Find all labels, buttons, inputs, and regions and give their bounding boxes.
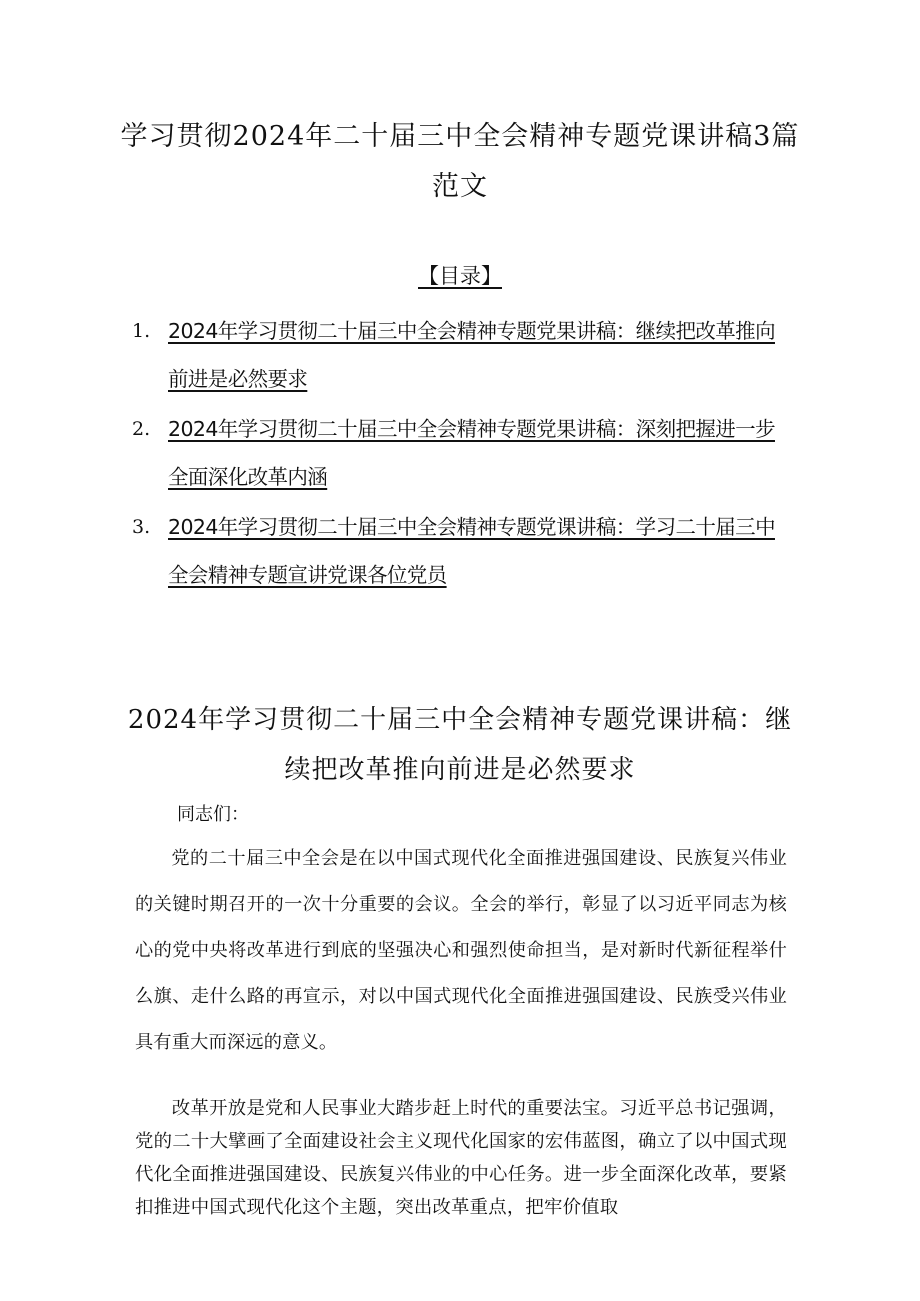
salutation: 同志们： [177,804,249,825]
toc-item-link[interactable]: 2024年学习贯彻二十届三中全会精神专题党果讲稿：深刻把握进一步全面深化改革内涵 [168,417,775,489]
toc-item-link[interactable]: 2024年学习贯彻二十届三中全会精神专题党果讲稿：继续把改革推向前进是必然要求 [168,319,775,391]
toc-item-number: 3. [132,516,151,538]
body-paragraph: 改革开放是党和人民事业大踏步赶上时代的重要法宝。习近平总书记强调，党的二十大擘画了全面建设社会主义现代化国家的宏伟蓝图，确立了以中国式现代化全面推进强国建设、民族复兴伟业的中心任务。进一步全面深化改革，要紧扣推进中国式现代化这个主题，突出改革重点，把牢价值取 [135,1098,787,1218]
toc-heading-label: 【目录】 [418,264,502,288]
body-paragraph: 党的二十届三中全会是在以中国式现代化全面推进强国建设、民族复兴伟业的关键时期召开的一次十分重要的会议。全会的举行，彰显了以习近平同志为核心的党中央将改革进行到底的坚强决心和强烈使命担当，是对新时代新征程举什么旗、走什么路的再宣示，对以中国式现代化全面推进强国建设、民族受兴伟业具有重大而深远的意义。 [135,848,787,1053]
toc-heading [0,260,920,292]
toc-item-number: 1. [132,320,151,342]
section-title: 2024年学习贯彻二十届三中全会精神专题党课讲稿：继续把改革推向前进是必然要求 [127,705,793,785]
document-title: 学习贯彻2024年二十届三中全会精神专题党课讲稿3篇范文 [120,121,800,202]
toc-item-link[interactable]: 2024年学习贯彻二十届三中全会精神专题党课讲稿：学习二十届三中全会精神专题宣讲党课各位党员 [168,515,775,587]
toc-item-number: 2. [132,418,151,440]
